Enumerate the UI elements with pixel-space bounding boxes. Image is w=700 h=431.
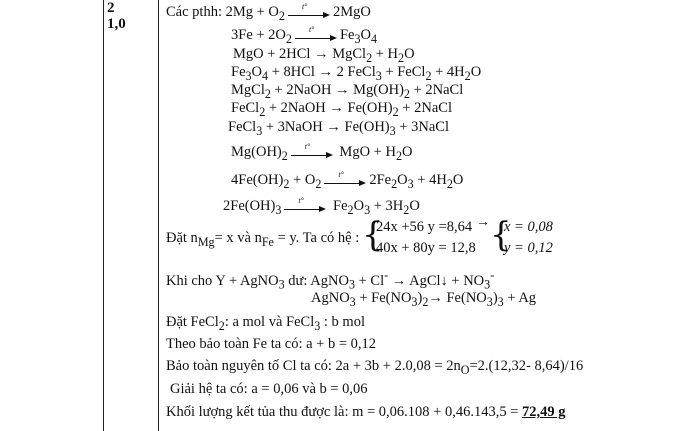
set-fecl: Đặt FeCl$_2$: a mol và FeCl$_3$ : b mol bbox=[166, 314, 365, 333]
reaction-5: MgCl$_2$ + 2NaOH → $Mg(OH)_2$ + 2NaCl bbox=[231, 82, 464, 101]
agno3-reaction-1: Khi cho Y + AgNO$_3$ dư: AgNO$_3$ + Cl- → AgCl↓ + $NO_3^-$ bbox=[166, 268, 495, 292]
agno3-reaction-2: AgNO$_3$ + $Fe(NO_3)_2\to Fe(NO_3)_3 + Ag$ bbox=[311, 290, 537, 309]
heat-arrow: t° bbox=[291, 147, 333, 159]
reaction-1: Các pthh: $2Mg + O_2$ t° 2MgO bbox=[166, 1, 371, 23]
reaction-6: FeCl$_2$ + 2NaOH → $Fe(OH)_2$ + 2NaCl bbox=[231, 100, 452, 119]
arrow-result: → bbox=[476, 215, 490, 230]
solution-x: x = 0,08 bbox=[504, 219, 553, 235]
solve-system: Giải hệ ta có: a = 0,06 và b = 0,06 bbox=[170, 381, 368, 397]
table-border-left bbox=[103, 0, 104, 431]
precipitate-mass: Khối lượng kết tủa thu được là: m = 0,06.108 + 0,46.143,5 = 72,49 g bbox=[166, 404, 566, 420]
reaction-10: $2Fe(OH)_3$ t° $Fe_2O_3 + 3H_2O$ bbox=[223, 195, 420, 217]
question-number: 2 bbox=[107, 0, 115, 16]
final-answer: 72,49 g bbox=[522, 404, 566, 420]
heat-arrow: t° bbox=[288, 7, 330, 19]
set-variables: Đặt $n_{Mg}= x$ và $n_{Fe} = y$. Ta có hệ : bbox=[166, 230, 360, 249]
equation-system: { 24x +56 y =8,64 40x + 80y = 12,8 { bbox=[362, 215, 512, 256]
reaction-8: $Mg(OH)_2$ t° MgO + $H_2O$ bbox=[231, 141, 413, 163]
reaction-2: $3Fe + 2O_2$ t° $Fe_3O_4$ bbox=[231, 24, 378, 46]
solution-y: y = 0,12 bbox=[504, 240, 553, 256]
cl-conservation: Bảo toàn nguyên tố Cl ta có: $2a + 3b + 2.0,08 = 2n_O=2.(12,32-$ 8,64)/16 bbox=[166, 358, 584, 377]
heat-arrow: t° bbox=[324, 175, 366, 187]
question-score: 1,0 bbox=[107, 16, 126, 32]
reaction-4: $Fe_3O_4 + 8HCl \to 2$ FeCl$_3$ + FeCl$_2$ + $4H_2O$ bbox=[231, 64, 482, 83]
fe-conservation: Theo bảo toàn Fe ta có: a + b = 0,12 bbox=[166, 336, 377, 352]
heat-arrow: t° bbox=[284, 201, 326, 213]
table-border-middle bbox=[158, 0, 159, 431]
reaction-3: MgO + 2HCl → MgCl$_2$ + $H_2O$ bbox=[233, 46, 415, 65]
heat-arrow: t° bbox=[295, 30, 337, 42]
reaction-9: $4Fe(OH)_2 + O_2$ t° $2Fe_2O_3 + 4H_2O$ bbox=[231, 169, 464, 191]
reaction-7: FeCl$_3$ + 3NaOH → $Fe(OH)_3$ + 3NaCl bbox=[228, 119, 449, 138]
